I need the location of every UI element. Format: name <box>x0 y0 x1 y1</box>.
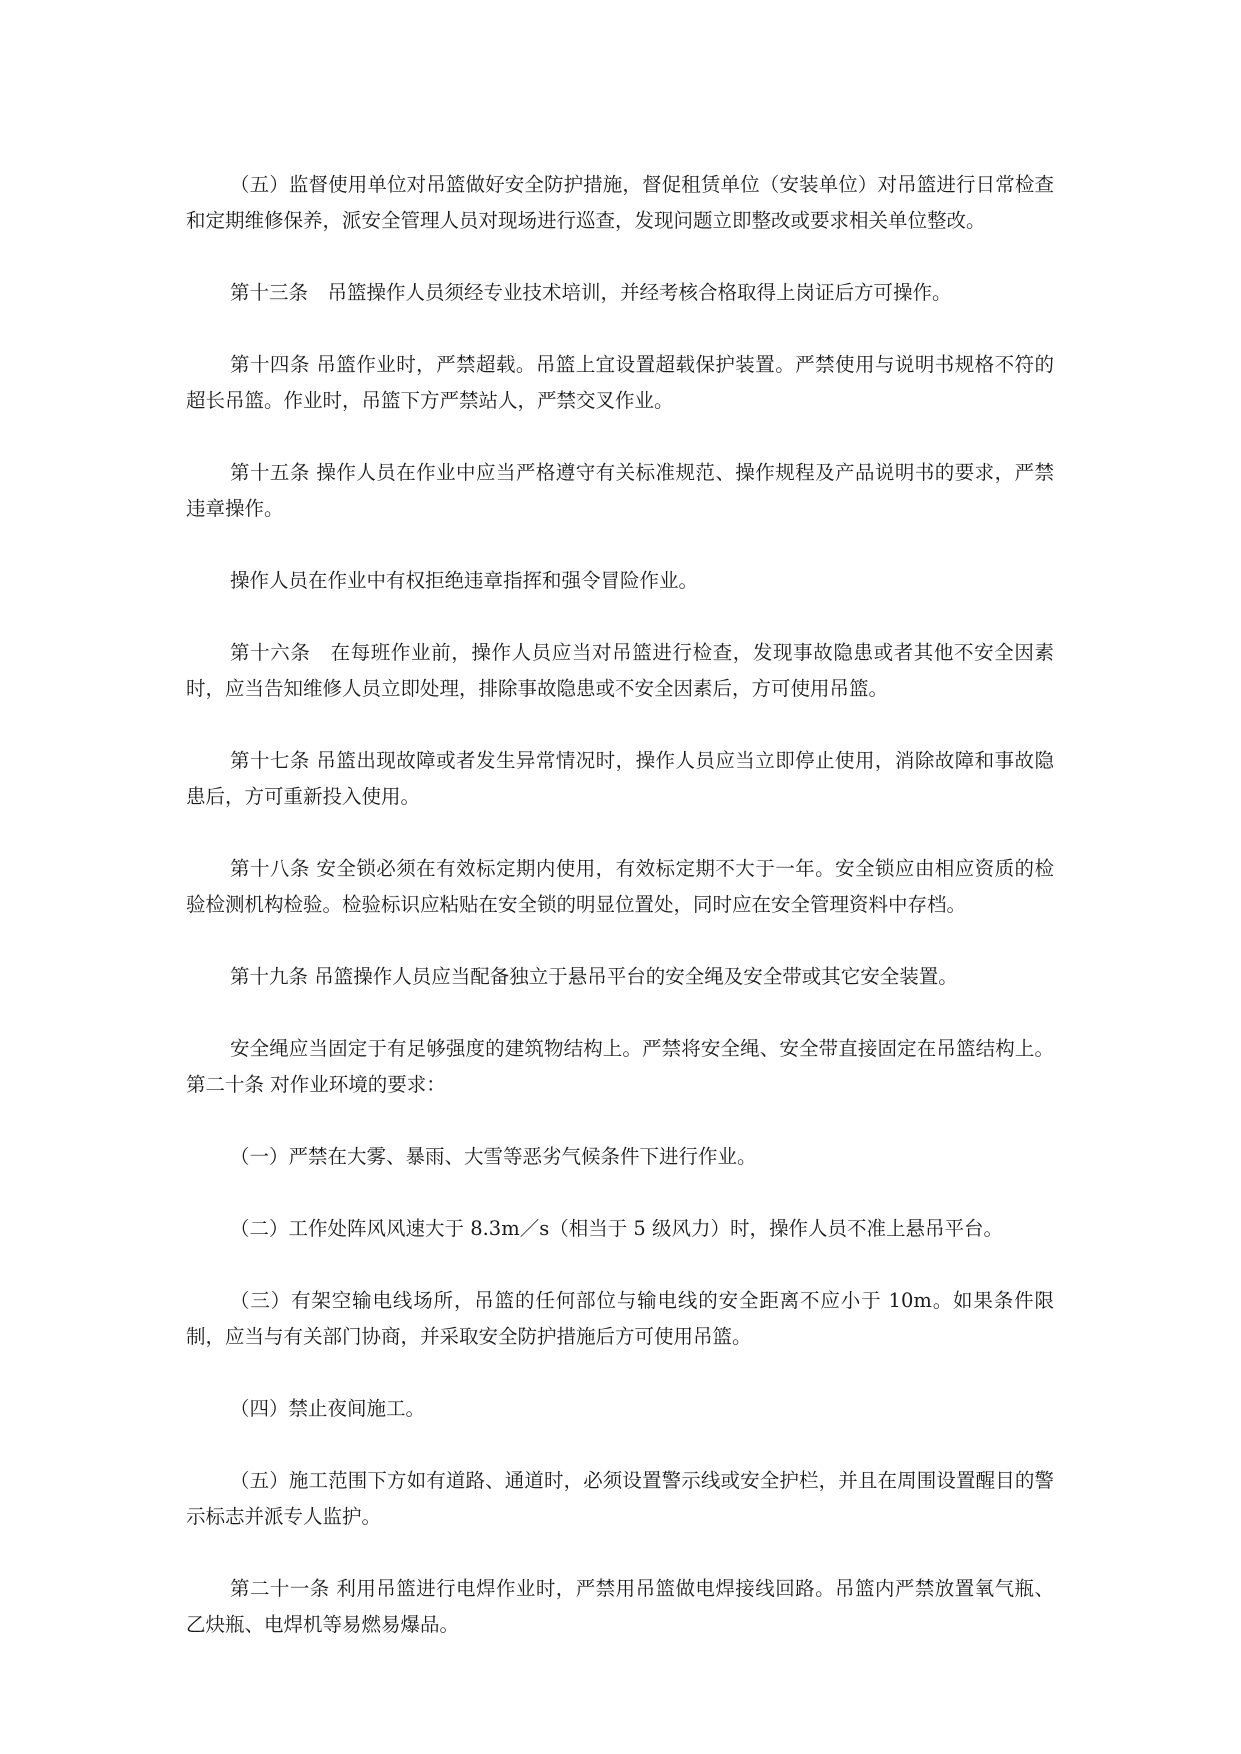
paragraph-environment-item-5: （五）施工范围下方如有道路、通道时，必须设置警示线或安全护栏，并且在周围设置醒目的警示标志并派专人监护。 <box>186 1469 1054 1528</box>
paragraph-article-15: 第十五条 操作人员在作业中应当严格遵守有关标准规范、操作规程及产品说明书的要求，严禁违章操作。 <box>186 461 1054 520</box>
paragraph-environment-item-3: （三）有架空输电线场所，吊篮的任何部位与输电线的安全距离不应小于 10m。如果条件限制，应当与有关部门协商，并采取安全防护措施后方可使用吊篮。 <box>186 1289 1054 1348</box>
paragraph-article-14: 第十四条 吊篮作业时，严禁超载。吊篮上宜设置超载保护装置。严禁使用与说明书规格不符的超长吊篮。作业时，吊篮下方严禁站人，严禁交叉作业。 <box>186 353 1054 412</box>
paragraph-article-15-right: 操作人员在作业中有权拒绝违章指挥和强令冒险作业。 <box>230 569 699 592</box>
paragraph-article-21: 第二十一条 利用吊篮进行电焊作业时，严禁用吊篮做电焊接线回路。吊篮内严禁放置氧气瓶、乙炔瓶、电焊机等易燃易爆品。 <box>186 1577 1054 1636</box>
paragraph-safety-rope-article-20: 安全绳应当固定于有足够强度的建筑物结构上。严禁将安全绳、安全带直接固定在吊篮结构上。第二十条 对作业环境的要求： <box>186 1037 1054 1096</box>
paragraph-article-13: 第十三条 吊篮操作人员须经专业技术培训，并经考核合格取得上岗证后方可操作。 <box>230 281 952 304</box>
paragraph-environment-item-4: （四）禁止夜间施工。 <box>230 1397 426 1420</box>
paragraph-environment-item-2: （二）工作处阵风风速大于 8.3m／s（相当于 5 级风力）时，操作人员不准上悬吊平台。 <box>230 1217 1004 1240</box>
paragraph-article-17: 第十七条 吊篮出现故障或者发生异常情况时，操作人员应当立即停止使用，消除故障和事故隐患后，方可重新投入使用。 <box>186 749 1054 808</box>
paragraph-article-16: 第十六条 在每班作业前，操作人员应当对吊篮进行检查，发现事故隐患或者其他不安全因素时，应当告知维修人员立即处理，排除事故隐患或不安全因素后，方可使用吊篮。 <box>186 641 1054 700</box>
paragraph-environment-item-1: （一）严禁在大雾、暴雨、大雪等恶劣气候条件下进行作业。 <box>230 1145 757 1168</box>
paragraph-supervision-item-5: （五）监督使用单位对吊篮做好安全防护措施，督促租赁单位（安装单位）对吊篮进行日常检查和定期维修保养，派安全管理人员对现场进行巡查，发现问题立即整改或要求相关单位整改。 <box>186 173 1054 232</box>
document-body <box>186 167 1054 1643</box>
paragraph-article-19: 第十九条 吊篮操作人员应当配备独立于悬吊平台的安全绳及安全带或其它安全装置。 <box>230 965 958 988</box>
paragraph-article-18: 第十八条 安全锁必须在有效标定期内使用，有效标定期不大于一年。安全锁应由相应资质的检验检测机构检验。检验标识应粘贴在安全锁的明显位置处，同时应在安全管理资料中存档。 <box>186 857 1054 916</box>
